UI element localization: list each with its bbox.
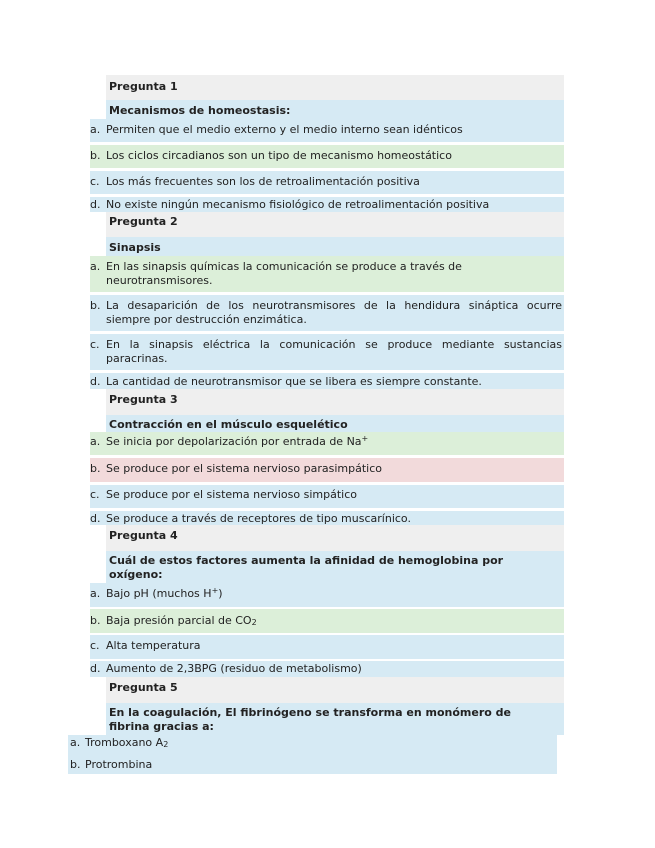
q2-option-d[interactable] — [90, 373, 564, 389]
option-letter: a. — [90, 587, 101, 600]
option-text: Protrombina — [85, 758, 153, 771]
option-letter: d. — [90, 198, 101, 211]
question-stem: Mecanismos de homeostasis: — [109, 104, 291, 117]
option-letter: d. — [90, 512, 101, 525]
option-text: En la sinapsis eléctrica la comunicación se produce mediante sustancias paracrinas. — [106, 338, 562, 365]
option-text: La desaparición de los neurotransmisores de la hendidura sináptica ocurre siempre por destrucción enzimática. — [106, 299, 562, 326]
question-label: Pregunta 2 — [109, 215, 178, 228]
option-text: Los ciclos circadianos son un tipo de mecanismo homeostático — [106, 149, 452, 162]
q3-option-c[interactable] — [90, 485, 564, 508]
option-letter: d. — [90, 375, 101, 388]
question-stem: Sinapsis — [109, 241, 161, 254]
option-letter: b. — [90, 149, 101, 162]
q1-option-a[interactable] — [90, 119, 564, 142]
q5-option-b[interactable] — [68, 755, 557, 774]
question-stem: Contracción en el músculo esquelético — [109, 418, 348, 431]
q2-option-c[interactable] — [90, 334, 564, 370]
subscript: 2 — [251, 618, 257, 627]
question-label: Pregunta 3 — [109, 393, 178, 406]
option-text: Se produce por el sistema nervioso simpático — [106, 488, 357, 501]
q3-option-a[interactable] — [90, 432, 564, 455]
q2-option-a[interactable] — [90, 256, 564, 292]
option-letter: c. — [90, 639, 100, 652]
option-text: Se produce por el sistema nervioso parasimpático — [106, 462, 382, 475]
option-letter: a. — [90, 260, 101, 273]
option-letter: c. — [90, 175, 100, 188]
q5-option-a[interactable] — [68, 735, 557, 755]
option-letter: b. — [70, 758, 81, 771]
option-letter: b. — [90, 462, 101, 475]
question-5-stem — [106, 703, 564, 735]
option-text: Se produce a través de receptores de tipo muscarínico. — [106, 512, 411, 525]
option-letter: a. — [90, 123, 101, 136]
q3-option-d[interactable] — [90, 511, 564, 525]
option-letter: b. — [90, 614, 101, 627]
question-label: Pregunta 1 — [109, 80, 178, 93]
q4-option-a[interactable] — [90, 583, 564, 607]
option-text: Bajo pH (muchos H+) — [106, 586, 223, 600]
question-stem: En la coagulación, El fibrinógeno se transforma en monómero de fibrina gracias a: — [109, 706, 511, 733]
option-letter: a. — [70, 736, 81, 749]
option-text: No existe ningún mecanismo fisiológico de retroalimentación positiva — [106, 198, 490, 211]
option-text: Los más frecuentes son los de retroalimentación positiva — [106, 175, 420, 188]
option-text: Aumento de 2,3BPG (residuo de metabolismo) — [106, 662, 362, 675]
question-label: Pregunta 4 — [109, 529, 178, 542]
question-stem: Cuál de estos factores aumenta la afinidad de hemoglobina por oxígeno: — [109, 554, 504, 581]
option-text: Permiten que el medio externo y el medio interno sean idénticos — [106, 123, 463, 136]
question-3-header — [106, 389, 564, 415]
question-label: Pregunta 5 — [109, 681, 178, 694]
question-5-header — [106, 677, 564, 703]
question-4-header — [106, 525, 564, 551]
question-1-header — [106, 75, 564, 100]
question-1-stem — [106, 100, 564, 119]
subscript: 2 — [163, 740, 169, 749]
q3-option-b[interactable] — [90, 458, 564, 482]
question-3-stem — [106, 415, 564, 432]
question-4-stem — [106, 551, 564, 583]
q4-option-d[interactable] — [90, 661, 564, 677]
question-2-stem — [106, 237, 564, 256]
option-text: En las sinapsis químicas la comunicación se produce a través de neurotransmisores. — [106, 260, 462, 287]
q2-option-b[interactable] — [90, 295, 564, 331]
option-text: La cantidad de neurotransmisor que se libera es siempre constante. — [106, 375, 482, 388]
option-text: Baja presión parcial de $CO_2$ — [106, 614, 257, 627]
superscript: + — [211, 586, 219, 595]
q4-option-c[interactable] — [90, 635, 564, 659]
option-letter: c. — [90, 338, 100, 351]
option-text: Se inicia por depolarización por entrada de Na+ — [106, 434, 369, 448]
option-letter: a. — [90, 435, 101, 448]
question-2-header — [106, 212, 564, 237]
q1-option-d[interactable] — [90, 197, 564, 212]
option-letter: b. — [90, 299, 101, 312]
option-letter: d. — [90, 662, 101, 675]
superscript: + — [361, 434, 369, 443]
option-text: Tromboxano $A_2$ — [85, 736, 169, 749]
option-text: Alta temperatura — [106, 639, 201, 652]
q1-option-b[interactable] — [90, 145, 564, 168]
option-letter: c. — [90, 488, 100, 501]
q1-option-c[interactable] — [90, 171, 564, 194]
q4-option-b[interactable] — [90, 609, 564, 633]
